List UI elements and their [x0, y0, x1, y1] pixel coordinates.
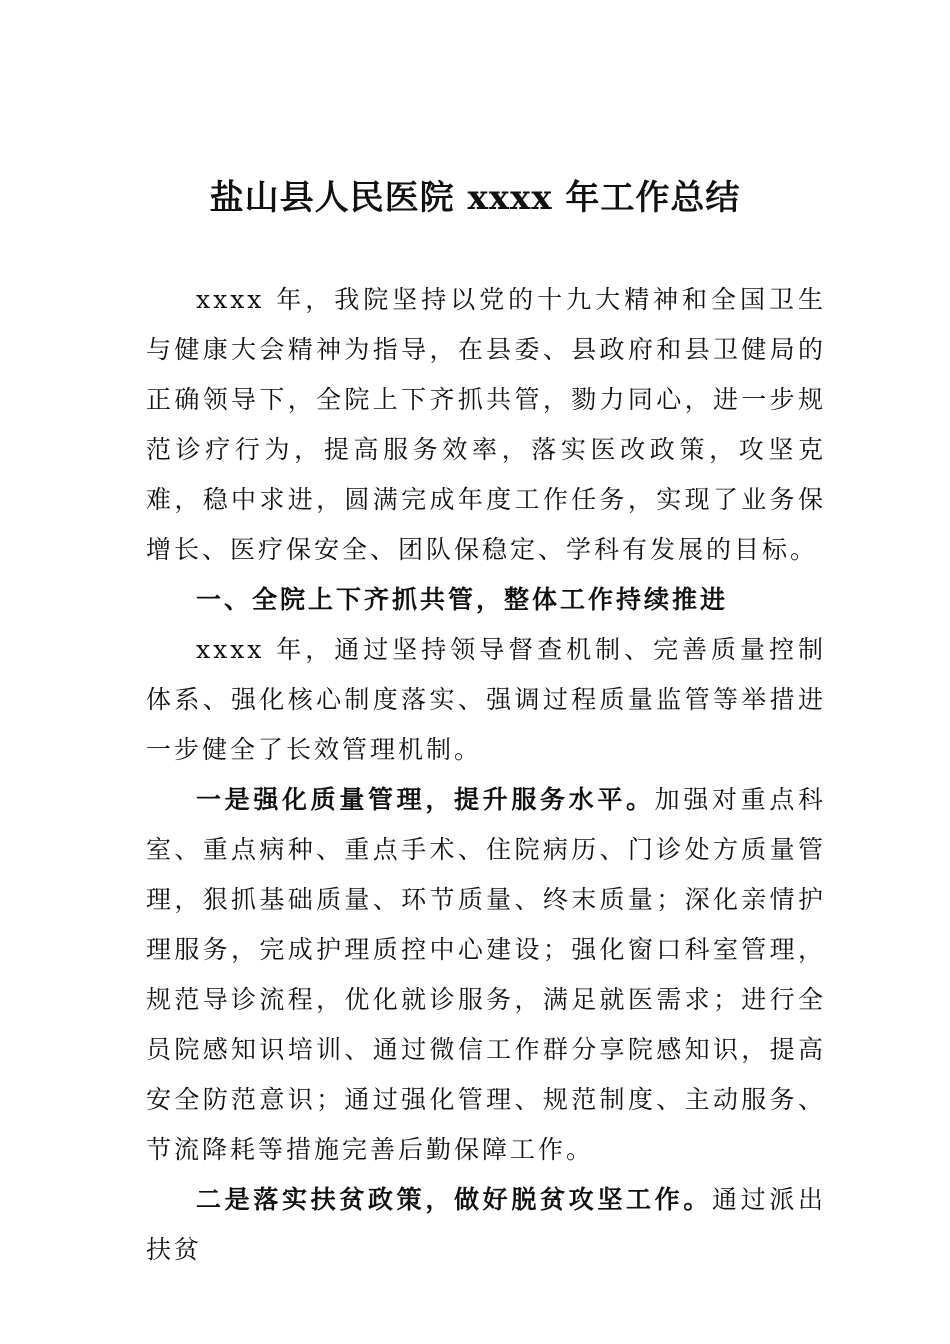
item-2-text: 通过派出扶贫	[146, 1185, 826, 1264]
item-1-paragraph	[146, 775, 826, 1175]
document-title: 盐山县人民医院 xxxx 年工作总结	[209, 178, 741, 218]
section-1-paragraph: xxxx 年，通过坚持领导督查机制、完善质量控制体系、强化核心制度落实、强调过程质量监管等举措进一步健全了长效管理机制。	[146, 635, 826, 764]
item-1-text: 加强对重点科室、重点病种、重点手术、住院病历、门诊处方质量管理，狠抓基础质量、环节质量、终末质量；深化亲情护理服务，完成护理质控中心建设；强化窗口科室管理，规范导诊流程，优化就诊服务，满足就医需求；进行全员院感知识培训、通过微信工作群分享院感知识，提高安全防范意识；通过强化管理、规范制度、主动服务、节流降耗等措施完善后勤保障工作。	[146, 785, 826, 1164]
item-1-lead: 一是强化质量管理，提升服务水平。	[196, 785, 655, 814]
section-heading-1: 一、全院上下齐抓共管，整体工作持续推进	[196, 585, 729, 614]
document-body	[146, 275, 826, 1275]
intro-paragraph: xxxx 年，我院坚持以党的十九大精神和全国卫生与健康大会精神为指导，在县委、县政府和县卫健局的正确领导下，全院上下齐抓共管，勠力同心，进一步规范诊疗行为，提高服务效率，落实医改政策，攻坚克难，稳中求进，圆满完成年度工作任务，实现了业务保增长、医疗保安全、团队保稳定、学科有发展的目标。	[146, 285, 826, 564]
item-2-lead: 二是落实扶贫政策，做好脱贫攻坚工作。	[196, 1185, 712, 1214]
item-2-paragraph	[146, 1175, 826, 1275]
